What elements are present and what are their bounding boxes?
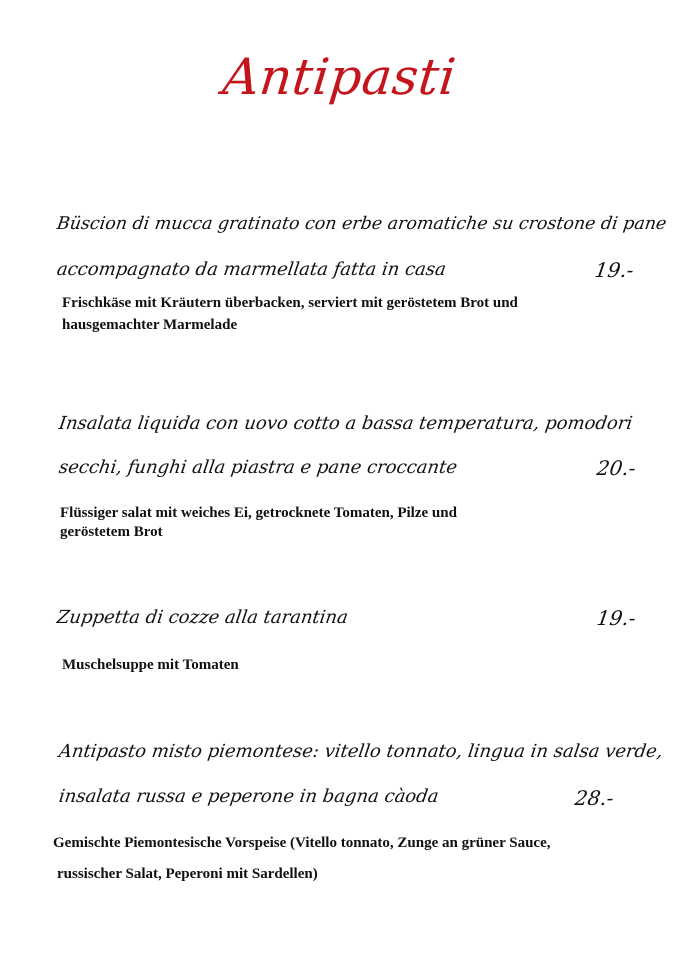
- dish-price: 28.-: [573, 786, 616, 810]
- dish-description-line: Muschelsuppe mit Tomaten: [62, 657, 239, 673]
- dish-description-line: russischer Salat, Peperoni mit Sardellen): [57, 866, 318, 882]
- dish-description-line: Frischkäse mit Kräutern überbacken, serviert mit geröstetem Brot und: [62, 295, 518, 311]
- dish-description-line: geröstetem Brot: [60, 524, 163, 540]
- dish-description-line: Gemischte Piemontesische Vorspeise (Vitello tonnato, Zunge an grüner Sauce,: [53, 835, 551, 851]
- dish-name-line: Antipasto misto piemontese: vitello tonnato, lingua in salsa verde,: [57, 741, 665, 762]
- dish-price: 20.-: [595, 456, 638, 480]
- dish-description-line: hausgemachter Marmelade: [62, 317, 238, 333]
- dish-name-line: Insalata liquida con uovo cotto a bassa temperatura, pomodori: [57, 413, 634, 434]
- dish-name-line: secchi, funghi alla piastra e pane croccante: [57, 457, 459, 478]
- dish-name-line: Zuppetta di cozze alla tarantina: [55, 607, 350, 628]
- dish-name-line: accompagnato da marmellata fatta in casa: [55, 259, 448, 280]
- page-title: Antipasti: [220, 48, 459, 106]
- dish-price: 19.-: [593, 258, 636, 282]
- dish-description-line: Flüssiger salat mit weiches Ei, getrocknete Tomaten, Pilze und: [60, 505, 457, 521]
- dish-name-line: Büscion di mucca gratinato con erbe aromatiche su crostone di pane: [55, 214, 668, 234]
- dish-name-line: insalata russa e peperone in bagna càoda: [57, 786, 441, 807]
- dish-price: 19.-: [595, 606, 638, 630]
